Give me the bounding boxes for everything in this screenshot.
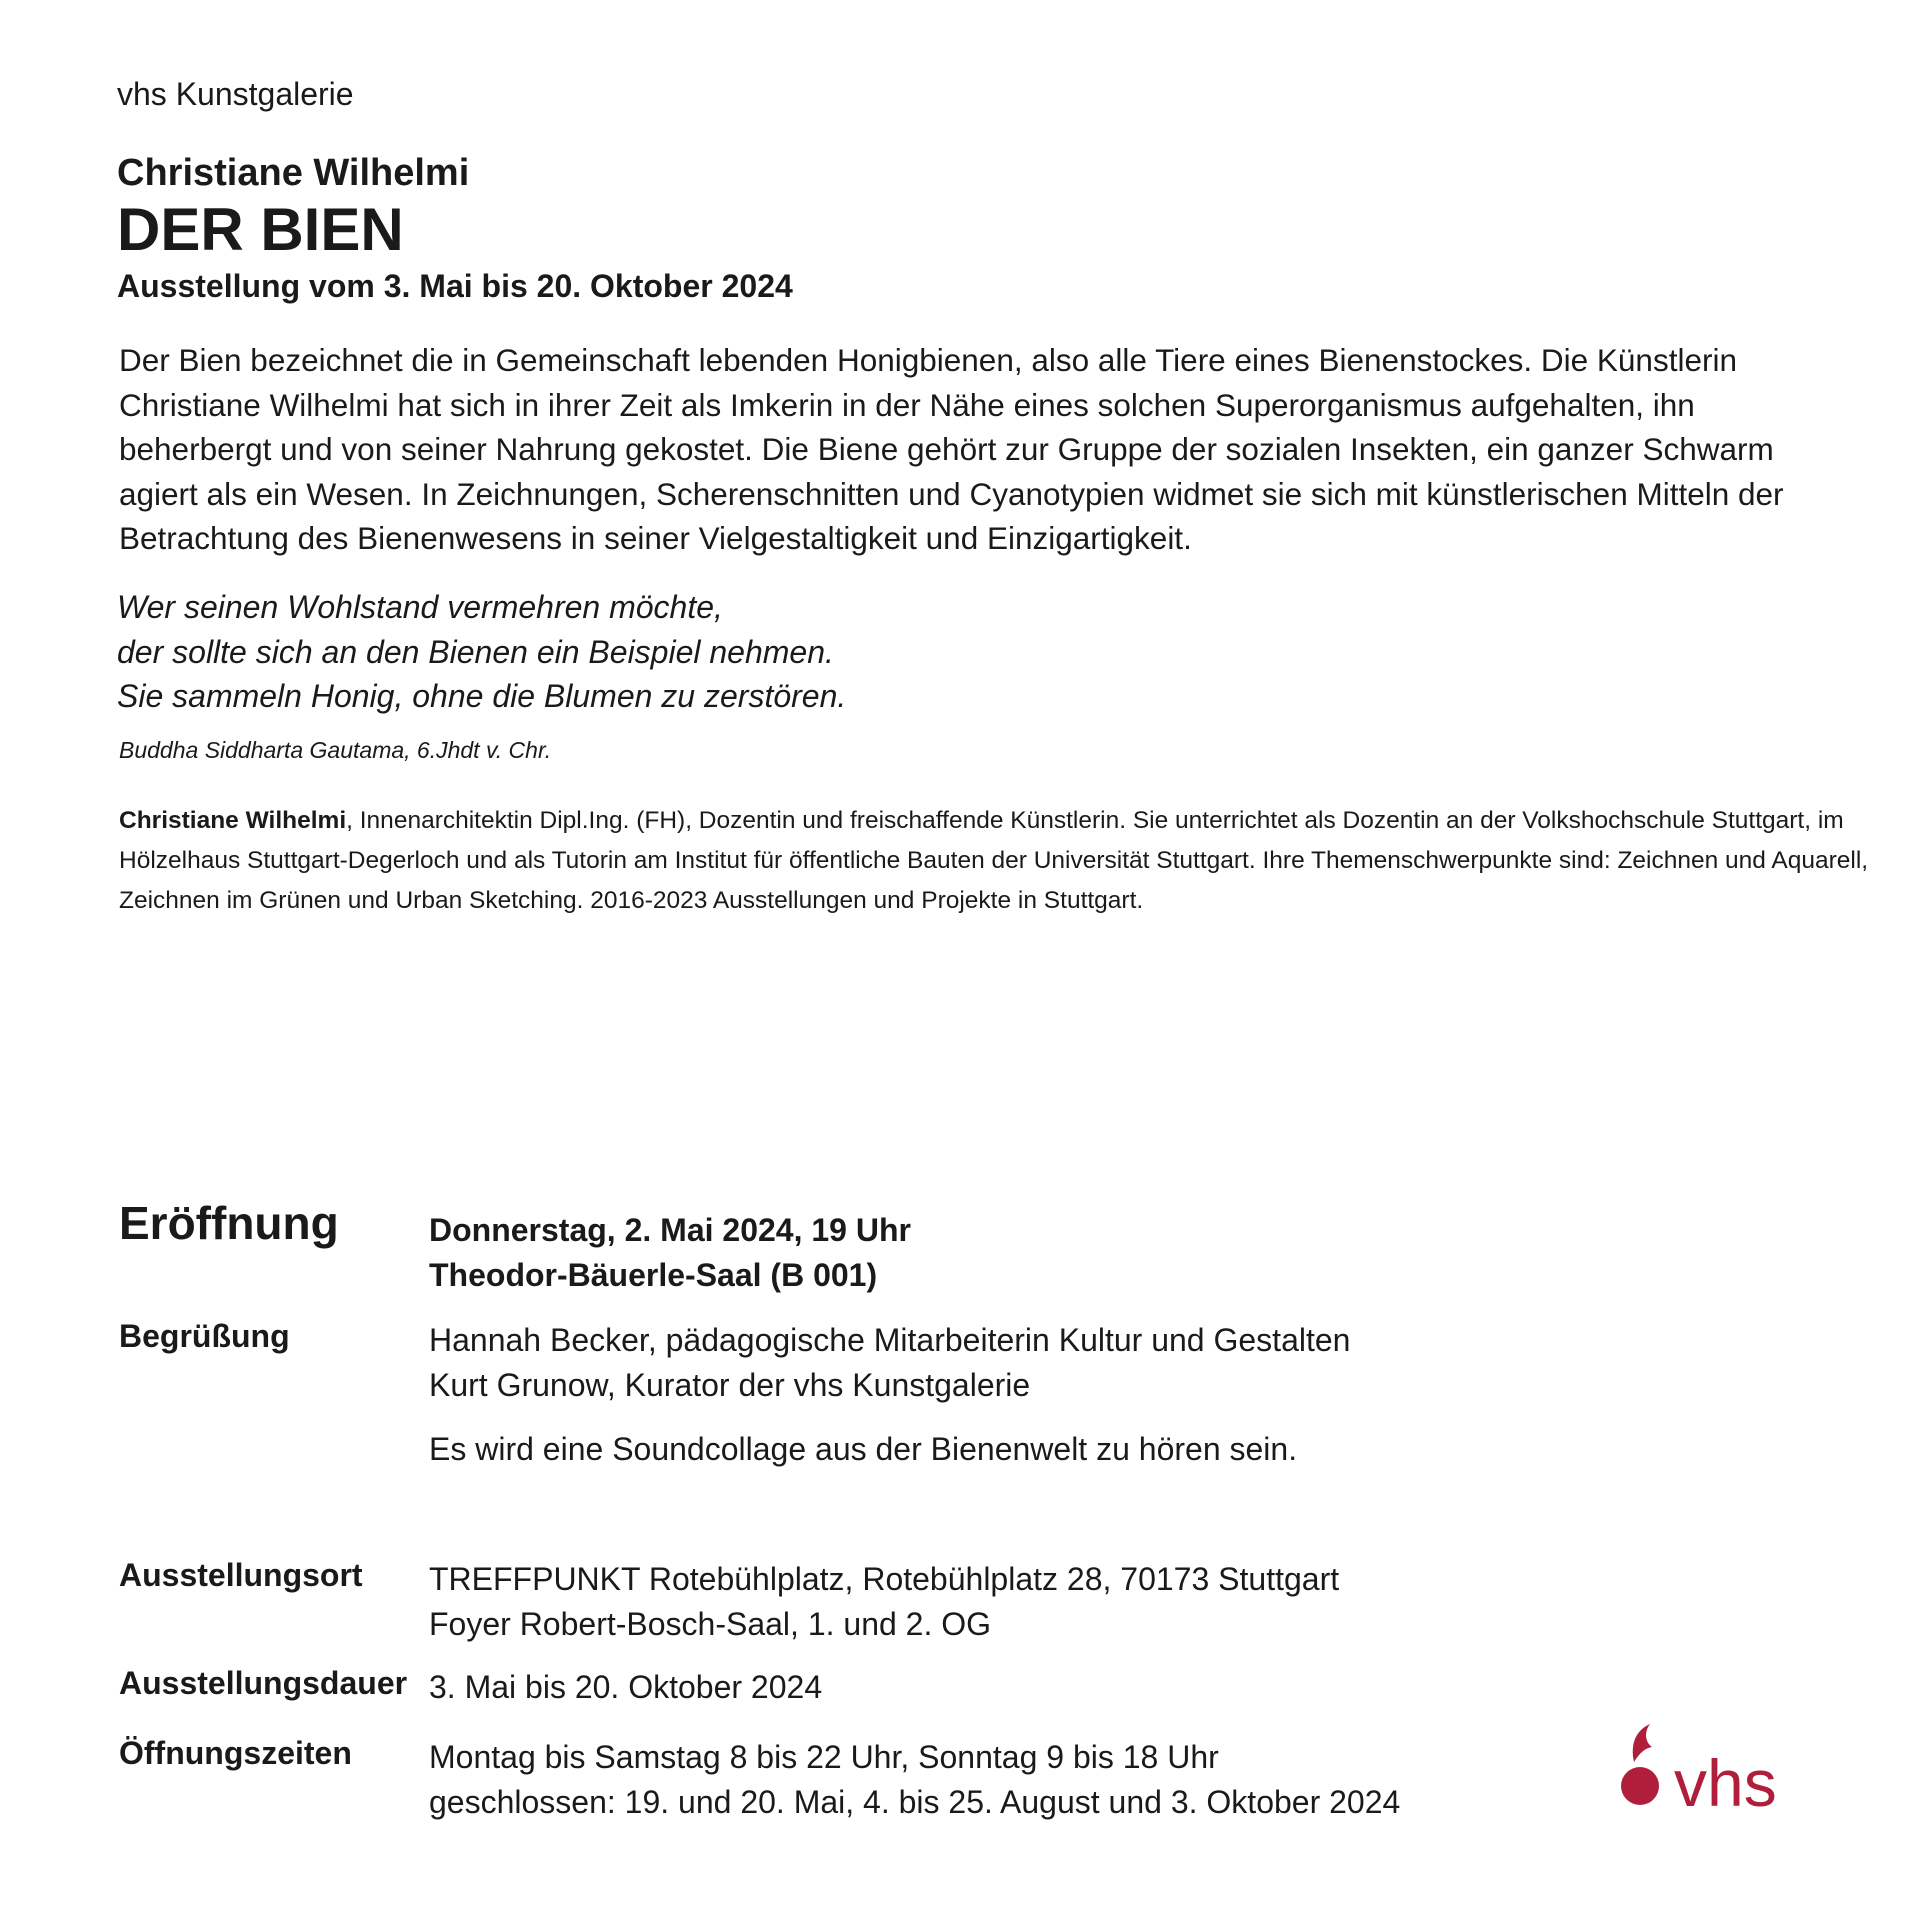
location-foyer: Foyer Robert-Bosch-Saal, 1. und 2. OG — [429, 1605, 992, 1642]
quote-source: Buddha Siddharta Gautama, 6.Jhdt v. Chr. — [119, 737, 552, 763]
vhs-logo-text: vhs — [1674, 1746, 1777, 1820]
opening-label: Eröffnung — [119, 1197, 339, 1249]
intro-paragraph: Der Bien bezeichnet die in Gemeinschaft lebenden Honigbienen, also alle Tiere eines Bienenstockes. Die Künstlerin Christiane Wilhelmi hat sich in ihrer Zeit als Imkerin in der Nähe eines solchen Superorganismus aufgehalten, ihn beherbergt und von seiner Nahrung gekostet. Die Biene gehört zur Gruppe der sozialen Insekten, ein ganzer Schwarm agiert als ein Wesen. In Zeichnungen, Scherenschnitten und Cyanotypien widmet sie sich mit künstlerischen Mitteln der Betrachtung des Bienenwesens in seiner Vielgestaltigkeit und Einzigartigkeit. — [119, 342, 1784, 556]
welcome-speaker: Kurt Grunow, Kurator der vhs Kunstgalerie — [429, 1366, 1031, 1403]
location-details — [429, 1557, 1339, 1646]
artist-name: Christiane Wilhelmi — [117, 152, 470, 194]
gallery-label: vhs Kunstgalerie — [117, 76, 354, 112]
quote-line: Wer seinen Wohlstand vermehren möchte, — [117, 589, 723, 625]
welcome-label: Begrüßung — [119, 1318, 290, 1354]
artist-bio — [119, 801, 1879, 921]
vhs-logo-dot — [1621, 1767, 1659, 1805]
hours-regular: Montag bis Samstag 8 bis 22 Uhr, Sonntag 9 bis 18 Uhr — [429, 1739, 1219, 1775]
opening-date: Donnerstag, 2. Mai 2024, 19 Uhr — [429, 1212, 911, 1248]
vhs-logo — [1618, 1722, 1818, 1822]
hours-label: Öffnungszeiten — [119, 1735, 352, 1771]
welcome-details — [429, 1318, 1350, 1472]
vhs-logo-mark — [1633, 1724, 1652, 1762]
duration-value: 3. Mai bis 20. Oktober 2024 — [429, 1669, 823, 1705]
duration-label: Ausstellungsdauer — [119, 1665, 408, 1701]
welcome-speaker: Hannah Becker, pädagogische Mitarbeiterin Kultur und Gestalten — [429, 1322, 1351, 1358]
exhibition-title: DER BIEN — [117, 196, 404, 263]
opening-details — [429, 1208, 911, 1297]
exhibition-dates: Ausstellung vom 3. Mai bis 20. Oktober 2024 — [117, 268, 793, 304]
bio-name: Christiane Wilhelmi — [119, 807, 347, 834]
quote — [117, 585, 846, 719]
bio-text: , Innenarchitektin Dipl.Ing. (FH), Dozentin und freischaffende Künstlerin. Sie unterrichtet als Dozentin an der Volkshochschule Stuttgart, im Hölzelhaus Stuttgart-Degerloch und als Tutorin am Institut für öffentliche Bauten der Universität Stuttgart. Ihre Themenschwerpunkte sind: Zeichnen und Aquarell, Zeichnen im Grünen und Urban Sketching. 2016-2023 Ausstellungen und Projekte in Stuttgart. — [119, 807, 1869, 914]
quote-line: der sollte sich an den Bienen ein Beispiel nehmen. — [117, 633, 834, 670]
hours-closed: geschlossen: 19. und 20. Mai, 4. bis 25. August und 3. Oktober 2024 — [429, 1783, 1401, 1820]
location-label: Ausstellungsort — [119, 1557, 363, 1593]
location-address: TREFFPUNKT Rotebühlplatz, Rotebühlplatz 28, 70173 Stuttgart — [429, 1561, 1340, 1597]
hours-details — [429, 1735, 1400, 1824]
opening-room: Theodor-Bäuerle-Saal (B 001) — [429, 1256, 878, 1293]
welcome-note: Es wird eine Soundcollage aus der Bienenwelt zu hören sein. — [429, 1431, 1298, 1467]
quote-line: Sie sammeln Honig, ohne die Blumen zu zerstören. — [117, 678, 847, 714]
